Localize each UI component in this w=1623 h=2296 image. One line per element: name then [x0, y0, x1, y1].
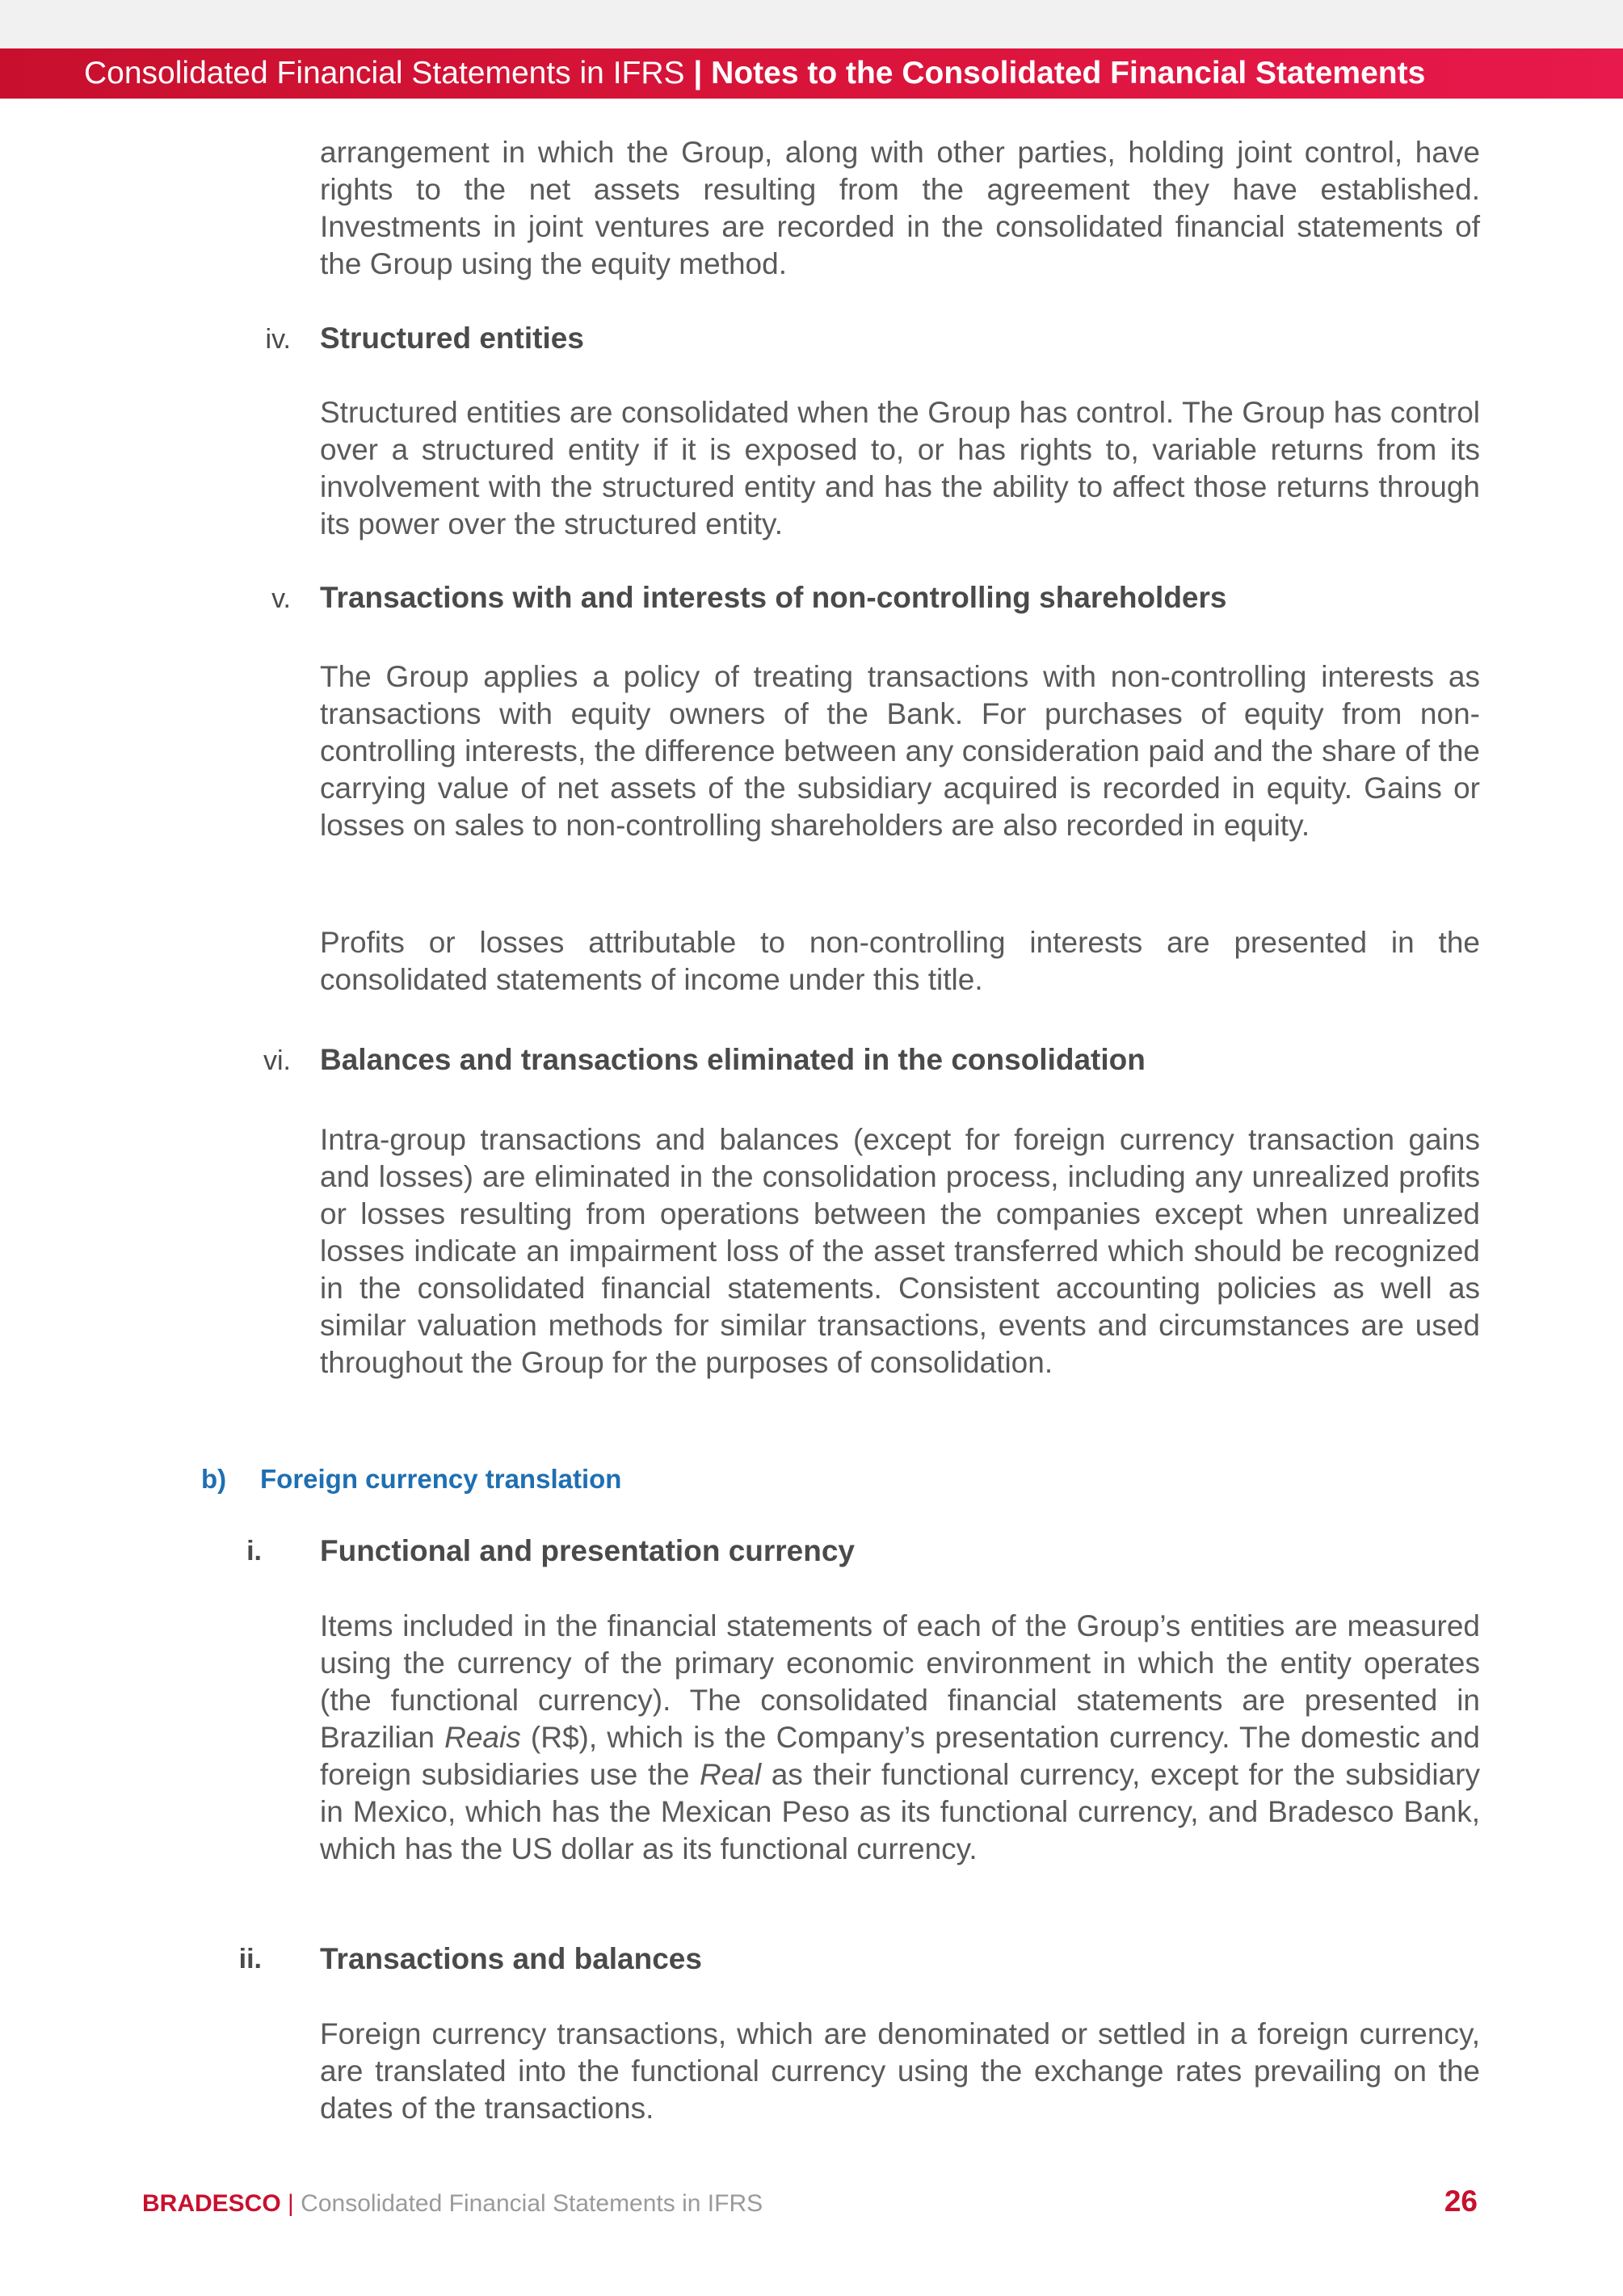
section-heading-structured-entities: Structured entities	[320, 322, 584, 355]
para-text: as their functional currency, except for the subsidiary in Mexico, which has the Mexican Peso as its functional currency, and Bradesco Bank, which has the US dollar as its functional currency.	[320, 1758, 1480, 1865]
subsection-title: Foreign currency translation	[260, 1464, 622, 1494]
header-separator: |	[693, 56, 703, 90]
section-heading-functional-currency: Functional and presentation currency	[320, 1534, 856, 1567]
item-numeral: iv.	[265, 324, 291, 355]
page-footer	[142, 2188, 763, 2220]
structured-entities-paragraph: Structured entities are consolidated when the Group has control. The Group has control over a structured entity if it is exposed to, or has rights to, variable returns from its involvement with the structured entity and has the ability to affect those returns through its power over the structured entity.	[320, 396, 1480, 540]
italic-term-real: Real	[700, 1758, 762, 1791]
subsection-label: b)	[201, 1464, 227, 1494]
page-number: 26	[1444, 2185, 1478, 2218]
intro-paragraph: arrangement in which the Group, along with other parties, holding joint control, have rights to the net assets resulting from the agreement they have established. Investments in joint ventures are recorded in the consolidated financial statements of the Group using the equity method.	[320, 136, 1480, 280]
item-numeral: v.	[271, 583, 291, 614]
non-controlling-paragraph-2: Profits or losses attributable to non-controlling interests are presented in the consolidated statements of income under this title.	[320, 926, 1480, 996]
page-header	[0, 48, 1623, 99]
eliminated-paragraph: Intra-group transactions and balances (except for foreign currency transaction gains and losses) are eliminated in the consolidation process, including any unrealized profits or losses resulting from operations between the companies except when unrealized losses indicate an impairment loss of the asset transferred which should be recognized in the consolidated financial statements. Consistent accounting policies as well as similar valuation methods for similar transactions, events and circumstances are used throughout the Group for the purposes of consolidation.	[320, 1123, 1480, 1379]
non-controlling-paragraph-1: The Group applies a policy of treating transactions with non-controlling interests as transactions with equity owners of the Bank. For purchases of equity from non-controlling interests, the difference between any consideration paid and the share of the carrying value of net assets of the subsidiary acquired is recorded in equity. Gains or losses on sales to non-controlling shareholders are also recorded in equity.	[320, 660, 1480, 842]
para-text: (R$), which is the Company’s presentation currency. The domestic and foreign subsidiaries use the	[320, 1721, 1480, 1791]
footer-separator: |	[288, 2190, 294, 2217]
footer-brand: BRADESCO	[142, 2190, 281, 2217]
header-doc-title: Consolidated Financial Statements in IFRS	[84, 56, 685, 90]
transactions-balances-paragraph: Foreign currency transactions, which are denominated or settled in a foreign currency, are translated into the functional currency using the exchange rates prevailing on the dates of the transactions.	[320, 2017, 1480, 2125]
functional-currency-paragraph	[320, 1608, 1480, 1868]
item-numeral: i.	[246, 1536, 262, 1566]
section-heading-eliminated: Balances and transactions eliminated in the consolidation	[320, 1043, 1146, 1076]
section-heading-transactions-balances: Transactions and balances	[320, 1942, 702, 1975]
header-section-title: Notes to the Consolidated Financial Statements	[711, 56, 1426, 90]
item-numeral: vi.	[263, 1045, 291, 1076]
para-text: Items included in the financial statements of each of the Group’s entities are measured using the currency of the primary economic environment in which the entity operates (the functional currency). The consolidated financial statements are presented in Brazilian	[320, 1609, 1480, 1754]
top-margin-band	[0, 0, 1623, 48]
footer-doc-title: Consolidated Financial Statements in IFRS	[301, 2190, 763, 2217]
section-heading-non-controlling: Transactions with and interests of non-controlling shareholders	[320, 581, 1227, 614]
item-numeral: ii.	[238, 1944, 262, 1974]
italic-term-reais: Reais	[444, 1721, 521, 1754]
